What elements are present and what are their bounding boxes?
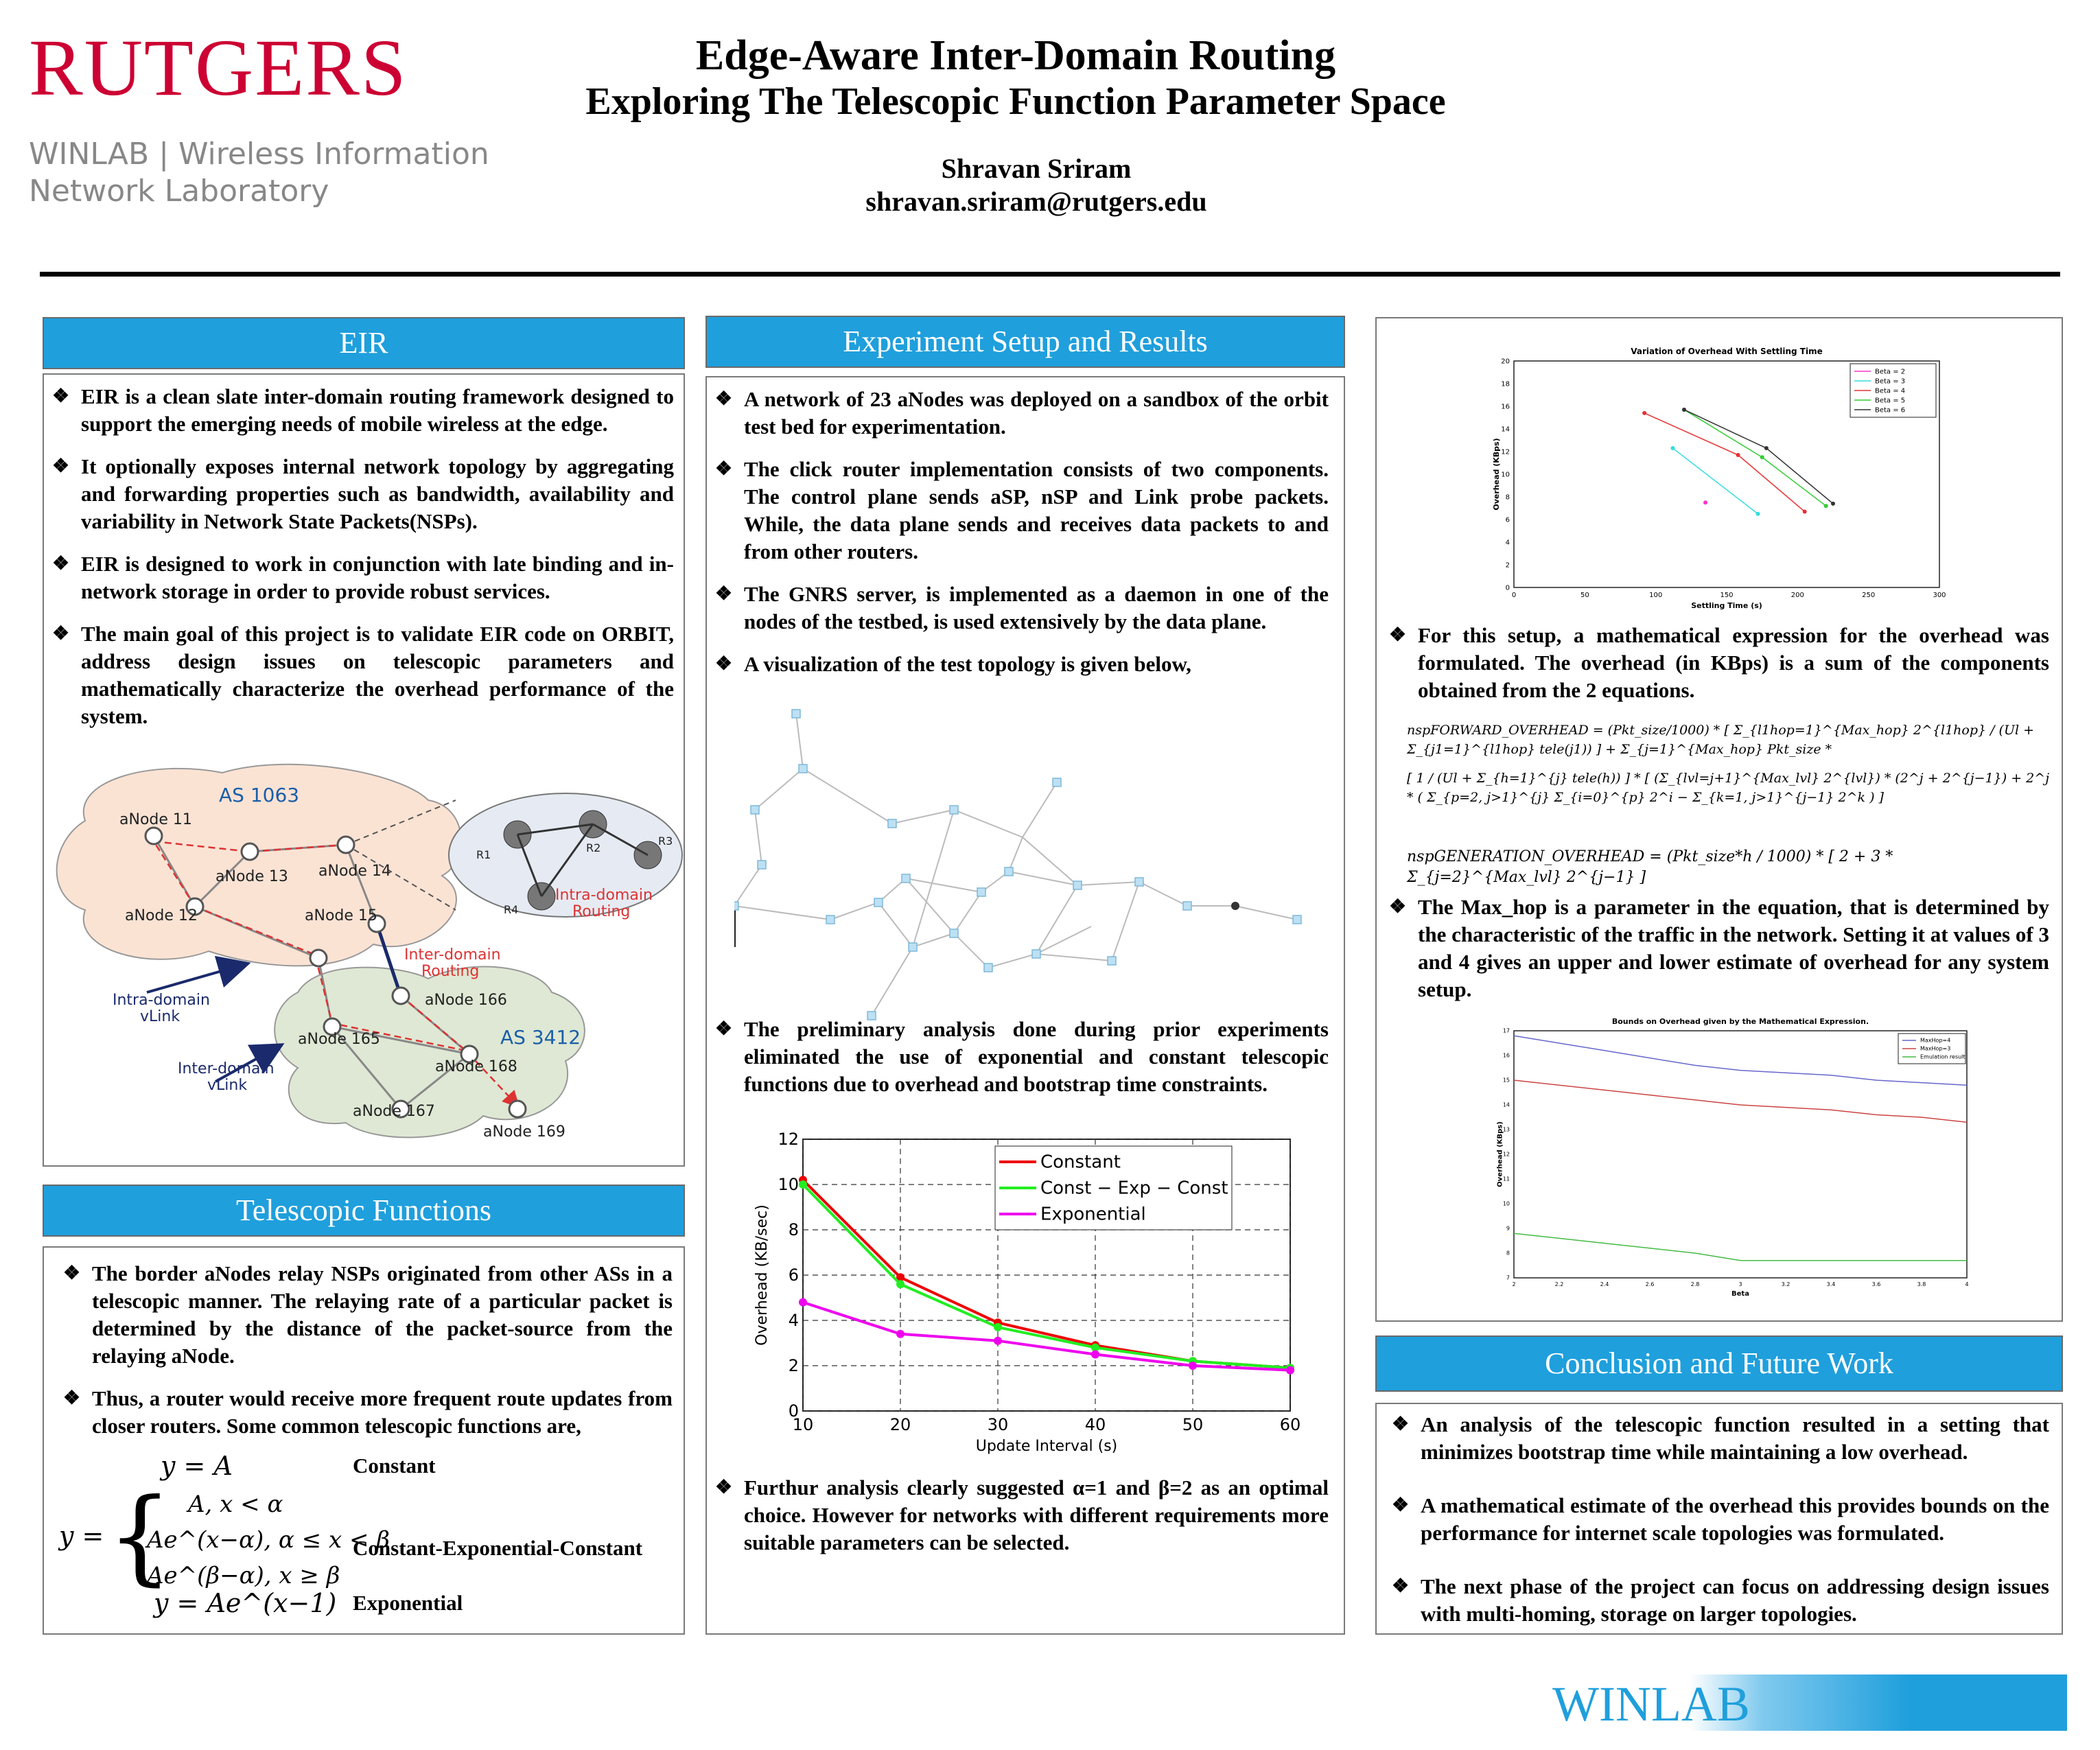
- formula-bullet: [1389, 622, 2049, 719]
- y-tick-label: 7: [1506, 1274, 1510, 1281]
- legend-label: Exponential: [1040, 1204, 1146, 1225]
- eir-bullet: ❖ It optionally exposes internal network topology by aggregating and forwarding properties such as bandwidth, availability and variability in Network State Packets(NSPs).: [52, 453, 674, 535]
- router-label: R3: [658, 835, 673, 848]
- as1063-label: AS 1063: [219, 784, 300, 806]
- cec-y: y =: [59, 1521, 104, 1551]
- x-tick-label: 60: [1279, 1415, 1301, 1434]
- overhead-vs-settling-chart: [1480, 340, 1974, 615]
- router-label: R1: [476, 848, 491, 861]
- cec-formula: A, x < α Ae^(x−α), α ≤ x < β Ae^(β−α), x ≥ β: [147, 1491, 390, 1589]
- y-tick-label: 9: [1506, 1225, 1510, 1232]
- intra-vlink-label: Intra-domain vLink: [113, 992, 210, 1025]
- x-tick-label: 30: [987, 1415, 1009, 1434]
- data-point: [896, 1330, 905, 1338]
- data-point: [1670, 446, 1675, 450]
- x-tick-label: 300: [1933, 592, 1946, 599]
- conclusion-bullets: [1392, 1411, 2049, 1643]
- y-tick-label: 13: [1502, 1126, 1510, 1133]
- author-name: Shravan Sriram: [941, 153, 1132, 184]
- telescopic-panel: [43, 1246, 685, 1635]
- experiment-bullet: ❖ The click router implementation consists of two components. The control plane sends aSP, nSP and Link probe packets. While, the data plane sends and receives data packets to and from other routers.: [715, 456, 1329, 565]
- data-point: [994, 1323, 1002, 1331]
- y-tick-label: 11: [1502, 1176, 1510, 1182]
- x-tick-label: 2.4: [1600, 1281, 1609, 1287]
- telescopic-bullet: ❖ The border aNodes relay NSPs originated from other ASs in a telescopic manner. The relaying rate of a particular packet is determined by the distance of the packet-source from the relaying aNode.: [63, 1260, 673, 1370]
- cec-label: Constant-Exponential-Constant: [353, 1536, 643, 1560]
- eir-bullets: [52, 383, 674, 745]
- telescopic-bullet: ❖ Thus, a router would receive more frequent route updates from closer routers. Some common telescopic functions are,: [63, 1385, 673, 1440]
- y-tick-label: 18: [1501, 380, 1510, 388]
- anode-label: aNode 165: [298, 1031, 380, 1048]
- conclusion-bullet: ❖ An analysis of the telescopic function resulted in a setting that minimizes bootstrap time while maintaining a low overhead.: [1392, 1411, 2049, 1466]
- constant-label: Constant: [353, 1454, 436, 1478]
- y-tick-label: 4: [788, 1311, 799, 1330]
- x-axis-label: Beta: [1731, 1290, 1749, 1298]
- y-tick-label: 16: [1502, 1052, 1510, 1059]
- generation-overhead-equation: nspGENERATION_OVERHEAD = (Pkt_size*h / 1000) * [ 2 + 3 * Σ_{j=2}^{Max_lvl} 2^{j−1} ]: [1407, 848, 1893, 886]
- y-tick-label: 20: [1501, 358, 1510, 366]
- experiment-bullet: ❖ The preliminary analysis done during prior experiments eliminated the use of exponential and constant telescopic functions due to overhead and bootstrap time constraints.: [715, 1016, 1329, 1098]
- x-tick-label: 200: [1790, 592, 1804, 599]
- overhead-bounds-chart: [1486, 1010, 1981, 1298]
- x-tick-label: 250: [1862, 592, 1876, 599]
- data-point: [1760, 455, 1764, 459]
- x-tick-label: 40: [1084, 1415, 1106, 1434]
- experiment-bullet: ❖ A network of 23 aNodes was deployed on a sandbox of the orbit test bed for experimentation.: [715, 386, 1329, 441]
- x-tick-label: 20: [889, 1415, 911, 1434]
- x-tick-label: 100: [1649, 592, 1663, 599]
- inter-routing-label: Inter-domain Routing: [404, 946, 501, 980]
- x-tick-label: 3.2: [1781, 1281, 1790, 1287]
- y-axis-label: Overhead (KB/sec): [754, 1204, 771, 1346]
- data-point: [1642, 411, 1646, 415]
- y-tick-label: 12: [1502, 1151, 1510, 1158]
- logo-name: RUTGERS: [29, 23, 408, 113]
- experiment-heading: Experiment Setup and Results: [705, 316, 1345, 368]
- logo-line1: WINLAB | Wireless Information: [29, 137, 489, 172]
- experiment-bullet: ❖ Furthur analysis clearly suggested α=1 and β=2 as an optimal choice. However for networks with different requirements more suitable parameters can be selected.: [715, 1474, 1329, 1556]
- data-point: [1824, 504, 1828, 508]
- anode-label: aNode 14: [318, 863, 391, 880]
- poster-subtitle: Exploring The Telescopic Function Parameter Space: [585, 80, 1446, 123]
- chart-title: Variation of Overhead With Settling Time: [1631, 347, 1823, 356]
- y-tick-label: 8: [1505, 493, 1510, 502]
- legend-label: Beta = 4: [1875, 387, 1906, 395]
- winlab-footer-logo: [1543, 1675, 2067, 1731]
- x-tick-label: 50: [1182, 1415, 1204, 1434]
- data-point: [1831, 502, 1835, 506]
- conclusion-bullet: ❖ A mathematical estimate of the overhead this provides bounds on the performance for internet scale topologies was formulated.: [1392, 1492, 2049, 1547]
- y-tick-label: 17: [1502, 1027, 1510, 1034]
- y-tick-label: 0: [788, 1401, 799, 1421]
- y-tick-label: 10: [778, 1175, 799, 1194]
- maxhop-text: ❖ The Max_hop is a parameter in the equation, that is determined by the characteristic of the traffic in the network. Setting it at values of 3 and 4 gives an upper and lower estimate of overhead for any system setup.: [1389, 894, 2049, 1003]
- forward-overhead-equation-cont: [ 1 / (Ul + Σ_{h=1}^{j} tele(h)) ] * [ (Σ_{lvl=j+1}^{Max_lvl} 2^{lvl}) * (2^j + 2^{j−1}) + 2^j * ( Σ_{p=2, j>1}^{j} Σ_{i=0}^{p} 2^i − Σ_{k=1, j>1}^{j−1} 2^k ) ]: [1407, 771, 2050, 805]
- router-label: R4: [504, 903, 519, 916]
- data-point: [994, 1337, 1002, 1345]
- data-point: [1682, 408, 1686, 412]
- y-tick-label: 4: [1505, 539, 1510, 547]
- legend-label: Beta = 2: [1875, 368, 1906, 376]
- y-tick-label: 2: [788, 1356, 799, 1375]
- legend-label: Constant: [1040, 1152, 1121, 1173]
- data-point: [1286, 1366, 1294, 1375]
- legend-label: Emulation result: [1920, 1053, 1965, 1060]
- x-tick-label: 3: [1738, 1281, 1742, 1287]
- x-tick-label: 3.8: [1917, 1281, 1926, 1287]
- data-point: [1091, 1351, 1099, 1359]
- experiment-panel: [705, 376, 1345, 1635]
- header-divider: [40, 272, 2060, 277]
- conclusion-panel: [1375, 1403, 2063, 1635]
- x-axis-label: Update Interval (s): [975, 1438, 1118, 1455]
- update-interval-overhead-chart: [748, 1125, 1331, 1455]
- x-tick-label: 2.2: [1554, 1281, 1564, 1287]
- poster-title: Edge-Aware Inter-Domain Routing: [695, 32, 1336, 79]
- anode-label: aNode 168: [435, 1058, 517, 1075]
- experiment-bullets: [715, 386, 1329, 693]
- anode-label: aNode 167: [353, 1103, 435, 1120]
- topology-nodes: [734, 710, 1301, 1020]
- x-tick-label: 150: [1720, 592, 1734, 599]
- anode-label: aNode 12: [125, 907, 198, 924]
- eir-bullet: ❖ The main goal of this project is to validate EIR code on ORBIT, address design issues on telescopic parameters and mathematically characterize the overhead performance of the system.: [52, 620, 674, 730]
- conclusion-bullet: ❖ The next phase of the project can focus on addressing design issues with multi-homing, storage on larger topologies.: [1392, 1573, 2049, 1628]
- data-point: [1764, 446, 1769, 450]
- anode-label: aNode 169: [483, 1123, 565, 1141]
- y-tick-label: 8: [788, 1220, 799, 1239]
- telescopic-bullets: [63, 1260, 673, 1455]
- y-tick-label: 0: [1505, 584, 1510, 592]
- experiment-bullet: ❖ A visualization of the test topology is given below,: [715, 651, 1329, 678]
- legend-label: Const − Exp − Const: [1040, 1178, 1228, 1199]
- results-panel: [1375, 317, 2063, 1322]
- x-tick-label: 2.8: [1690, 1281, 1700, 1287]
- chart-title: Bounds on Overhead given by the Mathematical Expression.: [1611, 1017, 1869, 1026]
- experiment-bullet-bottom: [715, 1474, 1329, 1572]
- data-point: [1755, 512, 1760, 516]
- x-tick-label: 50: [1580, 592, 1589, 599]
- maxhop-bullet: [1389, 894, 2049, 1018]
- test-topology-graph: [734, 700, 1318, 1029]
- legend-label: MaxHop=4: [1920, 1037, 1951, 1044]
- y-tick-label: 8: [1506, 1250, 1510, 1257]
- data-point: [1803, 509, 1807, 513]
- exponential-label: Exponential: [353, 1591, 463, 1615]
- data-point: [1189, 1362, 1197, 1370]
- x-tick-label: 3.4: [1826, 1281, 1836, 1287]
- telescopic-heading: Telescopic Functions: [43, 1185, 685, 1237]
- legend-label: Beta = 5: [1875, 397, 1906, 405]
- anode-label: aNode 15: [305, 907, 377, 924]
- y-tick-label: 12: [1501, 448, 1510, 456]
- legend-label: Beta = 3: [1875, 377, 1906, 386]
- y-tick-label: 14: [1502, 1101, 1510, 1108]
- experiment-bullet: ❖ The GNRS server, is implemented as a daemon in one of the nodes of the testbed, is used extensively by the data plane.: [715, 581, 1329, 635]
- eir-bullet: ❖ EIR is a clean slate inter-domain routing framework designed to support the emerging needs of mobile wireless at the edge.: [52, 383, 674, 438]
- legend-label: Beta = 6: [1875, 406, 1906, 415]
- y-tick-label: 14: [1501, 425, 1510, 434]
- eir-bullet: ❖ EIR is designed to work in conjunction with late binding and in-network storage in order to provide robust services.: [52, 550, 674, 605]
- anode-label: aNode 166: [425, 992, 507, 1009]
- intra-routing-label: Intra-domain Routing: [555, 887, 653, 920]
- legend-label: MaxHop=3: [1920, 1045, 1951, 1052]
- x-tick-label: 0: [1511, 592, 1517, 599]
- y-tick-label: 6: [788, 1265, 799, 1285]
- y-tick-label: 6: [1505, 516, 1510, 524]
- y-tick-label: 12: [778, 1130, 799, 1149]
- y-tick-label: 2: [1505, 561, 1510, 570]
- eir-panel: [43, 373, 685, 1167]
- data-point: [799, 1298, 807, 1307]
- as3412-label: AS 3412: [500, 1026, 581, 1049]
- brace-symbol: {: [107, 1477, 173, 1596]
- data-point: [1703, 500, 1707, 504]
- formula-intro: ❖ For this setup, a mathematical expression for the overhead was formulated. The overhead (in KBps) is a sum of the components obtained from the 2 equations.: [1389, 622, 2049, 704]
- logo-line2: Network Laboratory: [29, 174, 329, 209]
- forward-overhead-equation: nspFORWARD_OVERHEAD = (Pkt_size/1000) * [ Σ_{l1hop=1}^{Max_hop} 2^{l1hop} / (Ul + Σ_{j1=1}^{l1hop} tele(j1)) ] + Σ_{j=1}^{Max_hop} Pkt_size *: [1407, 723, 2035, 757]
- experiment-bullet-mid: [715, 1016, 1329, 1113]
- conclusion-heading: Conclusion and Future Work: [1375, 1335, 2063, 1392]
- y-tick-label: 10: [1502, 1200, 1510, 1207]
- data-point: [799, 1180, 807, 1189]
- x-axis-label: Settling Time (s): [1691, 601, 1762, 610]
- winlab-text: WINLAB: [1552, 1677, 1750, 1731]
- x-tick-label: 10: [792, 1415, 814, 1434]
- y-tick-label: 16: [1501, 403, 1510, 411]
- router-label: R2: [586, 841, 601, 854]
- y-axis-label: Overhead (KBps): [1496, 1121, 1504, 1187]
- x-tick-label: 3.6: [1871, 1281, 1881, 1287]
- inter-vlink-label: Inter-domain vLink: [178, 1060, 275, 1094]
- y-axis-label: Overhead (KBps): [1492, 438, 1501, 511]
- data-point: [1736, 453, 1740, 457]
- exponential-formula: y = Ae^(x−1): [154, 1588, 337, 1618]
- y-tick-label: 10: [1501, 471, 1510, 479]
- constant-formula: y = A: [161, 1451, 233, 1481]
- x-tick-label: 2.6: [1645, 1281, 1655, 1287]
- x-tick-label: 4: [1965, 1281, 1969, 1287]
- anode-label: aNode 13: [215, 868, 288, 885]
- y-tick-label: 15: [1502, 1077, 1510, 1084]
- x-tick-label: 2: [1512, 1281, 1516, 1287]
- eir-network-diagram: [44, 759, 685, 1167]
- anode-label: aNode 11: [119, 811, 192, 828]
- eir-heading: EIR: [43, 317, 685, 369]
- author-email: shravan.sriram@rutgers.edu: [865, 186, 1207, 217]
- data-point: [896, 1280, 905, 1288]
